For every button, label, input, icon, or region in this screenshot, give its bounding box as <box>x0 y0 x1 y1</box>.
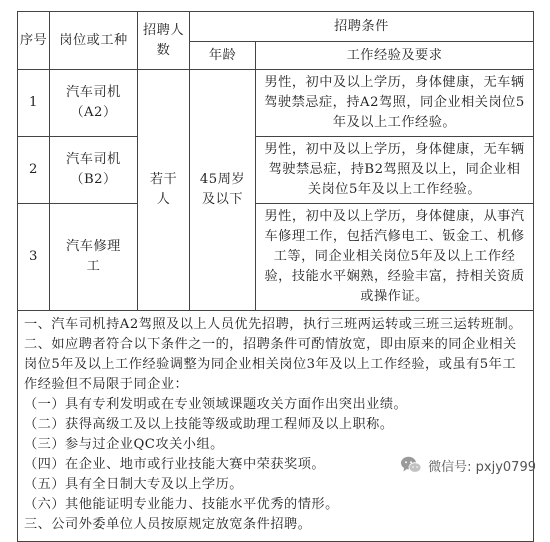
table-row <box>18 70 534 137</box>
note-item: （一）具有专利发明或在专业领域课题攻关方面作出突出业绩。 <box>24 397 408 412</box>
header-age: 年龄 <box>190 42 256 70</box>
row-requirement: 男性，初中及以上学历，身体健康，无车辆驾驶禁忌症，持A2驾照，同企业相关岗位5年及以上工作经验。 <box>256 70 534 137</box>
header-count: 招聘人数 <box>138 12 190 70</box>
header-position: 岗位或工种 <box>50 12 138 70</box>
note-item: （三）参与过企业QC攻关小组。 <box>24 437 224 452</box>
table-row <box>18 204 534 311</box>
row-requirement: 男性，初中及以上学历，身体健康，从事汽车修理工作，包括汽修电工、钣金工、机修工等，同企业相关岗位5年及以上工作经验，技能水平娴熟，经验丰富，持相关资质或操作证。 <box>256 204 534 311</box>
row-position: 汽车司机（B2） <box>50 137 138 204</box>
watermark-text: 微信号: pxjy0799 <box>428 459 536 475</box>
header-seq: 序号 <box>18 12 50 70</box>
header-conditions: 招聘条件 <box>190 12 534 42</box>
watermark <box>400 454 536 476</box>
note-item: （二）获得高级工及以上技能等级或助理工程师及以上职称。 <box>24 417 394 432</box>
row-position: 汽车修理工 <box>50 204 138 311</box>
row-seq: 1 <box>18 70 50 137</box>
note-item: （五）具有全日制大专及以上学历。 <box>24 477 243 492</box>
notes-row <box>18 311 534 542</box>
note-item: 二、如应聘者符合以下条件之一的，招聘条件可酌情放宽，即由原来的同企业相关岗位5年及以上工作经验调整为同企业相关岗位3年及以上工作经验，或虽有5年工作经验但不局限于同企业： <box>24 337 517 392</box>
row-position: 汽车司机（A2） <box>50 70 138 137</box>
note-item: （六）其他能证明专业能力、技能水平优秀的情形。 <box>24 497 339 512</box>
note-item: （四）在企业、地市或行业技能大赛中荣获奖项。 <box>24 457 326 472</box>
table-row <box>18 137 534 204</box>
row-requirement: 男性，初中及以上学历，身体健康，无车辆驾驶禁忌症，持B2驾照及以上，同企业相关岗位5年及以上工作经验。 <box>256 137 534 204</box>
shared-age: 45周岁及以下 <box>190 70 256 311</box>
row-seq: 3 <box>18 204 50 311</box>
wechat-icon <box>400 455 422 475</box>
row-seq: 2 <box>18 137 50 204</box>
header-experience: 工作经验及要求 <box>256 42 534 70</box>
notes-section <box>18 311 534 542</box>
shared-count: 若干人 <box>138 70 190 311</box>
note-item: 三、公司外委单位人员按原规定放宽条件招聘。 <box>24 517 312 532</box>
note-item: 一、汽车司机持A2驾照及以上人员优先招聘，执行三班两运转或三班三运转班制。 <box>24 317 522 332</box>
